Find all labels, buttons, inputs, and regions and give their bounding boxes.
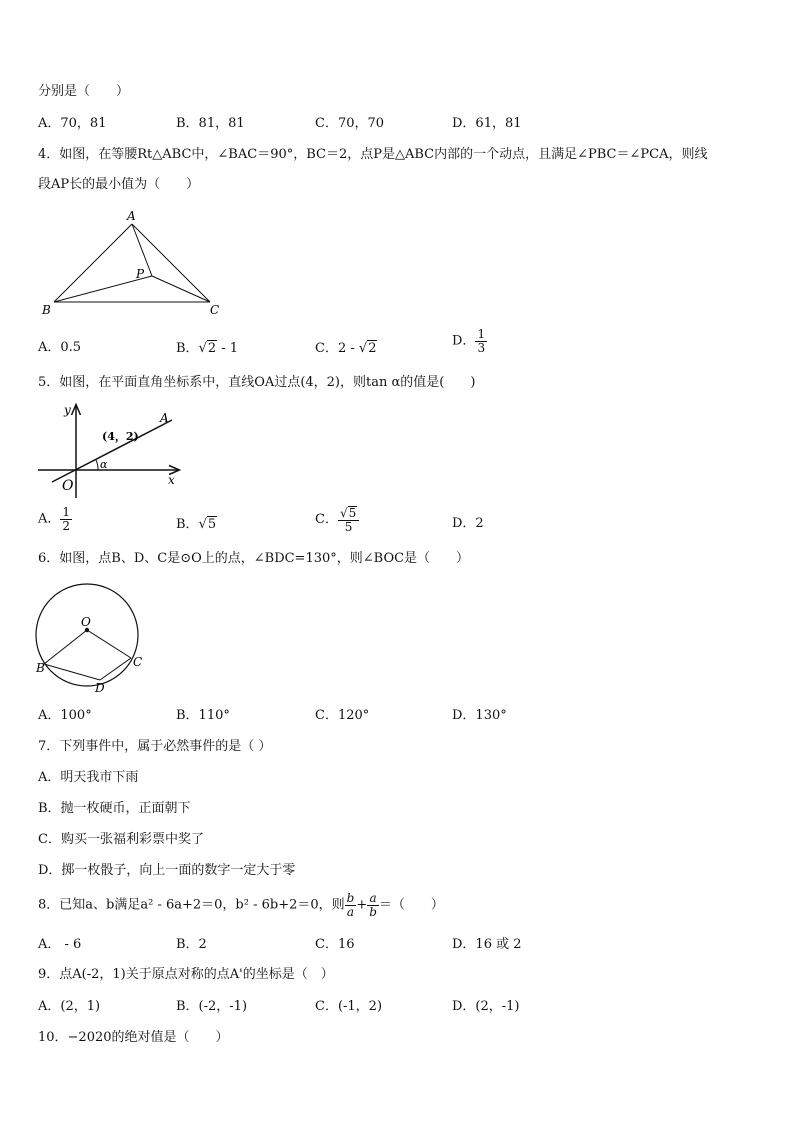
q5-coordinate-figure bbox=[36, 400, 186, 500]
q6-option-a: A．100° bbox=[38, 708, 92, 723]
q7-option-d: D．掷一枚骰子，向上一面的数字一定大于零 bbox=[38, 863, 296, 878]
q6-label-d: D bbox=[95, 681, 105, 695]
q5-option-c: C． $\frac{√5}{5}$ bbox=[315, 506, 359, 534]
q5-label-y: y bbox=[64, 403, 71, 417]
q9-option-b: B．(-2，-1) bbox=[176, 999, 248, 1014]
q7-option-c: C．购买一张福利彩票中奖了 bbox=[38, 832, 204, 847]
q5-label-a: A bbox=[160, 411, 169, 425]
q9-option-d: D．(2，-1) bbox=[452, 999, 520, 1014]
q5-label-alpha: α bbox=[100, 458, 108, 471]
q4-label-b: B bbox=[42, 303, 51, 317]
q4-option-c: C．2 - √2 bbox=[315, 341, 377, 356]
q6-label-c: C bbox=[133, 655, 143, 669]
q6-label-b: B bbox=[36, 661, 45, 675]
q9-option-a: A．(2，1) bbox=[38, 999, 101, 1014]
q5-option-b: B．√5 bbox=[176, 517, 217, 532]
q8-option-a: A． - 6 bbox=[38, 937, 82, 952]
q8-option-c: C．16 bbox=[315, 937, 355, 952]
q8-option-d: D．16 或 2 bbox=[452, 937, 522, 952]
q4-triangle-figure bbox=[36, 208, 236, 320]
q4-option-d: D． $\frac{1}{3}$ bbox=[452, 327, 486, 355]
q5-option-d: D．2 bbox=[452, 516, 484, 531]
q3-option-a: A．70，81 bbox=[38, 116, 107, 131]
q4-option-b: B．√2 - 1 bbox=[176, 341, 239, 356]
q4-label-p: P bbox=[136, 267, 145, 281]
q3-stem-end: 分别是（ ） bbox=[38, 84, 130, 99]
q6-stem: 6．如图，点B、D、C是⊙O上的点，∠BDC=130°，则∠BOC是（ ） bbox=[38, 551, 470, 566]
q7-option-b: B．抛一枚硬币，正面朝下 bbox=[38, 801, 191, 816]
q3-option-b: B．81，81 bbox=[176, 116, 245, 131]
q6-label-o: O bbox=[81, 615, 91, 629]
q7-option-a: A．明天我市下雨 bbox=[38, 770, 139, 785]
q4-option-a: A．0.5 bbox=[38, 340, 82, 355]
q4-label-c: C bbox=[210, 303, 220, 317]
q5-label-o: O bbox=[62, 478, 74, 494]
q4-stem-line2: 段AP长的最小值为（ ） bbox=[38, 177, 200, 192]
q8-option-b: B．2 bbox=[176, 937, 207, 952]
q4-stem-line1: 4．如图，在等腰Rt△ABC中，∠BAC＝90°，BC＝2，点P是△ABC内部的一个动点，且满足∠PBC＝∠PCA，则线 bbox=[38, 147, 708, 162]
q6-option-b: B．110° bbox=[176, 708, 230, 723]
q8-stem: 8．已知a、b满足a² - 6a+2＝0，b² - 6b+2＝0，则 $\frac{b}{a}$ + $\frac{a}{b}$ ＝（ ） bbox=[38, 891, 444, 919]
q9-stem: 9．点A(-2，1)关于原点对称的点A'的坐标是（ ） bbox=[38, 967, 334, 982]
q5-stem: 5．如图，在平面直角坐标系中，直线OA过点(4，2)，则tan α的值是( ) bbox=[38, 375, 476, 390]
q3-option-c: C．70，70 bbox=[315, 116, 385, 131]
q5-label-x: x bbox=[168, 473, 175, 487]
q10-stem: 10．−2020的绝对值是（ ） bbox=[38, 1030, 229, 1045]
q6-option-c: C．120° bbox=[315, 708, 370, 723]
q3-option-d: D．61，81 bbox=[452, 116, 522, 131]
q5-label-point: (4，2) bbox=[102, 430, 139, 443]
q7-stem: 7．下列事件中，属于必然事件的是（ ） bbox=[38, 739, 272, 754]
q4-label-a: A bbox=[127, 209, 136, 223]
q6-circle-figure bbox=[34, 580, 154, 696]
q5-option-a: A． $\frac{1}{2}$ bbox=[38, 505, 71, 533]
q9-option-c: C．(-1，2) bbox=[315, 999, 383, 1014]
q6-option-d: D．130° bbox=[452, 708, 507, 723]
